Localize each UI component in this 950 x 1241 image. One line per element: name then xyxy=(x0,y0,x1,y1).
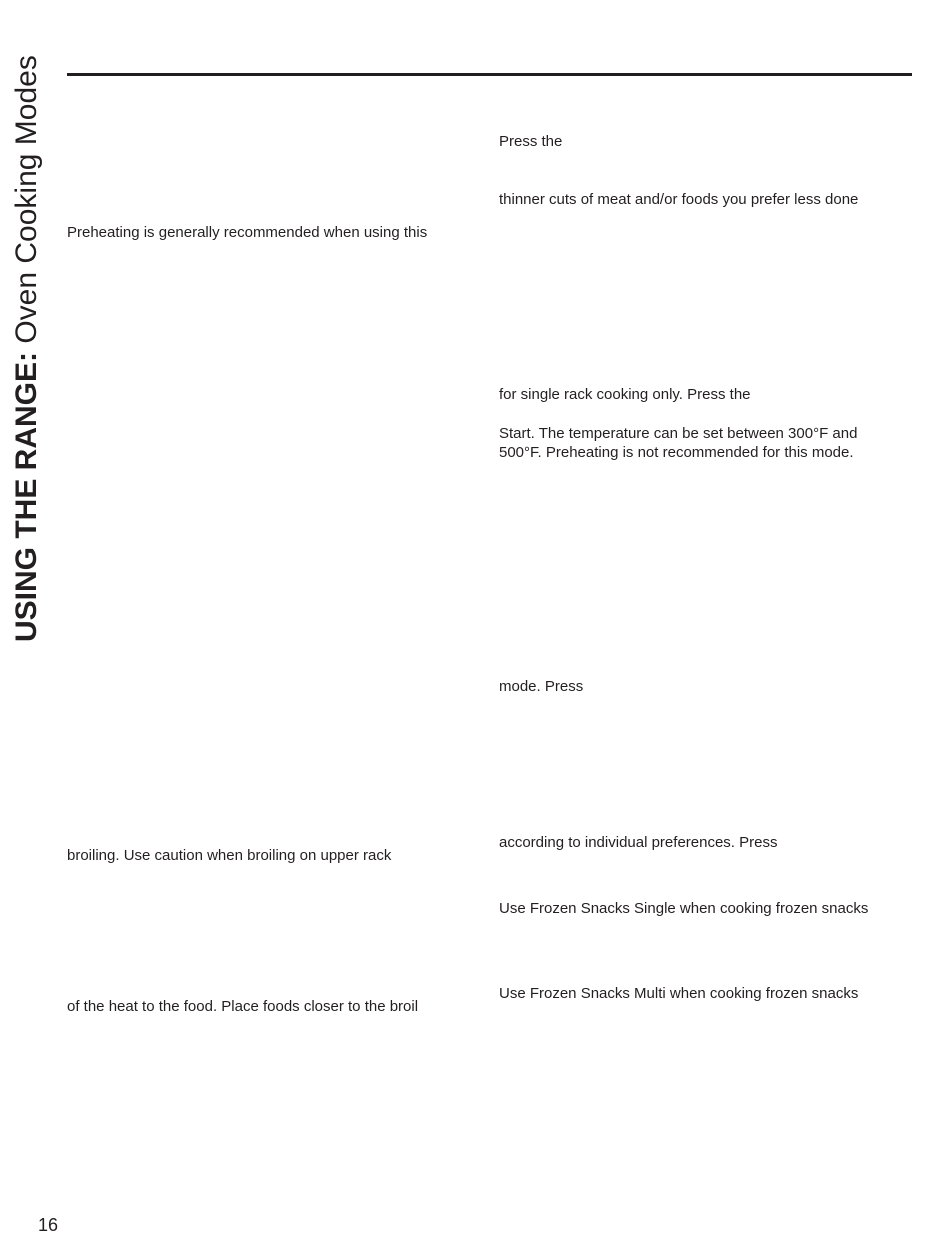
right-text-line-4: Start. The temperature can be set between 300°F and xyxy=(499,425,858,442)
right-text-line-6: mode. Press xyxy=(499,678,584,695)
right-text-line-3: for single rack cooking only. Press the xyxy=(499,386,751,403)
right-text-line-2: thinner cuts of meat and/or foods you prefer less done xyxy=(499,191,859,208)
section-title-light: Oven Cooking Modes xyxy=(10,55,43,352)
right-text-line-7: according to individual preferences. Press xyxy=(499,834,778,851)
right-text-line-5: 500°F. Preheating is not recommended for this mode. xyxy=(499,444,854,461)
section-title-bold: USING THE RANGE: xyxy=(10,351,43,642)
right-text-line-9: Use Frozen Snacks Multi when cooking frozen snacks xyxy=(499,985,859,1002)
left-text-line-3: of the heat to the food. Place foods closer to the broil xyxy=(67,998,419,1015)
right-text-line-8: Use Frozen Snacks Single when cooking frozen snacks xyxy=(499,900,869,917)
left-text-line-1: Preheating is generally recommended when using this xyxy=(67,224,428,241)
left-text-line-2: broiling. Use caution when broiling on upper rack xyxy=(67,847,392,864)
page-number: 16 xyxy=(38,1215,59,1235)
section-title xyxy=(12,55,42,642)
header-rule xyxy=(67,73,912,76)
right-text-line-1: Press the xyxy=(499,133,563,150)
